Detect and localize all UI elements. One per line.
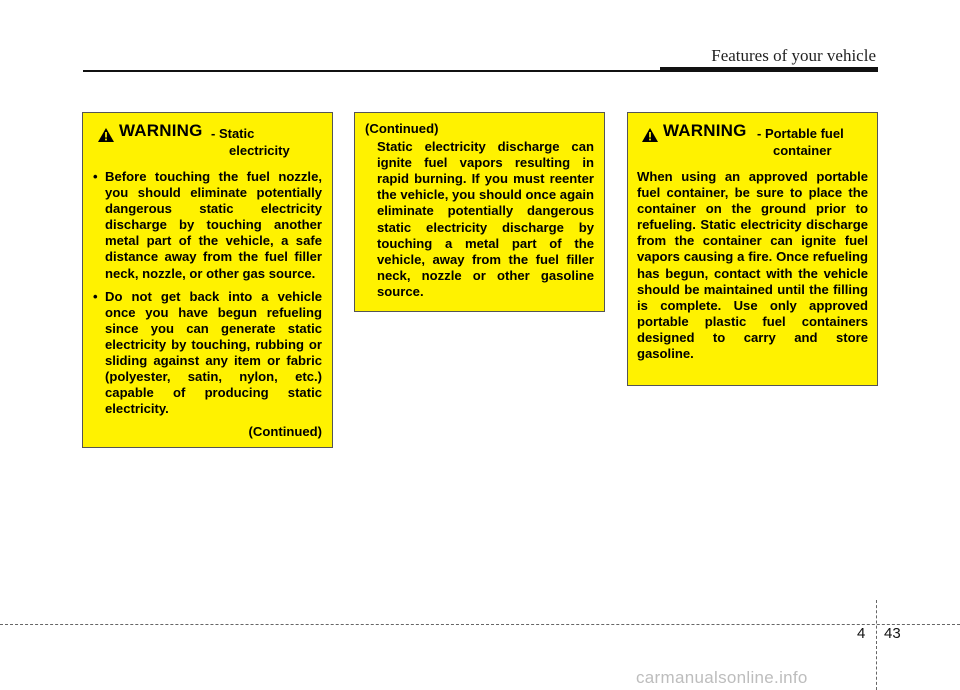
warning-triangle-icon: [641, 127, 659, 143]
continued-label: (Continued): [365, 121, 439, 136]
header-rule-accent: [660, 67, 878, 72]
section-title: Features of your vehicle: [711, 46, 876, 65]
warning-bullet-list: [93, 169, 322, 417]
list-item: • Do not get back into a vehicle once you have begun refueling since you can generate static electricity by touching, rubbing or sliding against any item or fabric (polyester, satin, nylon, etc.) capable of producing static electricity.: [93, 289, 322, 418]
footer-page-divider: [876, 600, 877, 690]
warning-subtitle-cont: electricity: [229, 143, 290, 158]
warning-triangle-icon: [97, 127, 115, 143]
warning-subtitle: - Portable fuel: [757, 126, 844, 141]
footer-divider: [0, 624, 960, 625]
warning-heading: [93, 123, 322, 163]
warning-label: WARNING: [663, 121, 747, 140]
warning-label: WARNING: [119, 121, 203, 140]
watermark: carmanualsonline.info: [636, 668, 808, 687]
warning-box-portable-fuel-container: [627, 112, 878, 386]
warning-box-static-electricity: [82, 112, 333, 448]
continued-note: (Continued): [248, 424, 322, 440]
warning-body-text: When using an approved portable fuel container, be sure to place the container on the ground prior to refueling. Static electricity discharge from the container can ignite fuel vapors causing a fire. Once refueling has begun, contact with the vehicle should be maintained until the filling is complete. Use only approved portable plastic fuel containers designed to carry and store gasoline.: [637, 169, 868, 362]
warning-subtitle-cont: container: [773, 143, 832, 158]
chapter-number: 4: [857, 625, 866, 642]
warning-subtitle: - Static: [211, 126, 255, 141]
list-item: • Before touching the fuel nozzle, you should eliminate potentially dangerous static electricity discharge by touching another metal part of the vehicle, a safe distance away from the fuel filler neck, nozzle, or other gas source.: [93, 169, 322, 282]
warning-heading: [637, 123, 868, 163]
page-number: 43: [884, 625, 901, 642]
warning-body-text: Static electricity discharge can ignite fuel vapors resulting in rapid burning. If you must reenter the vehicle, you should once again eliminate potentially dangerous static electricity discharge by touching a metal part of the vehicle, away from the fuel filler neck, nozzle or other gasoline source.: [377, 139, 594, 299]
warning-box-continued: [354, 112, 605, 312]
